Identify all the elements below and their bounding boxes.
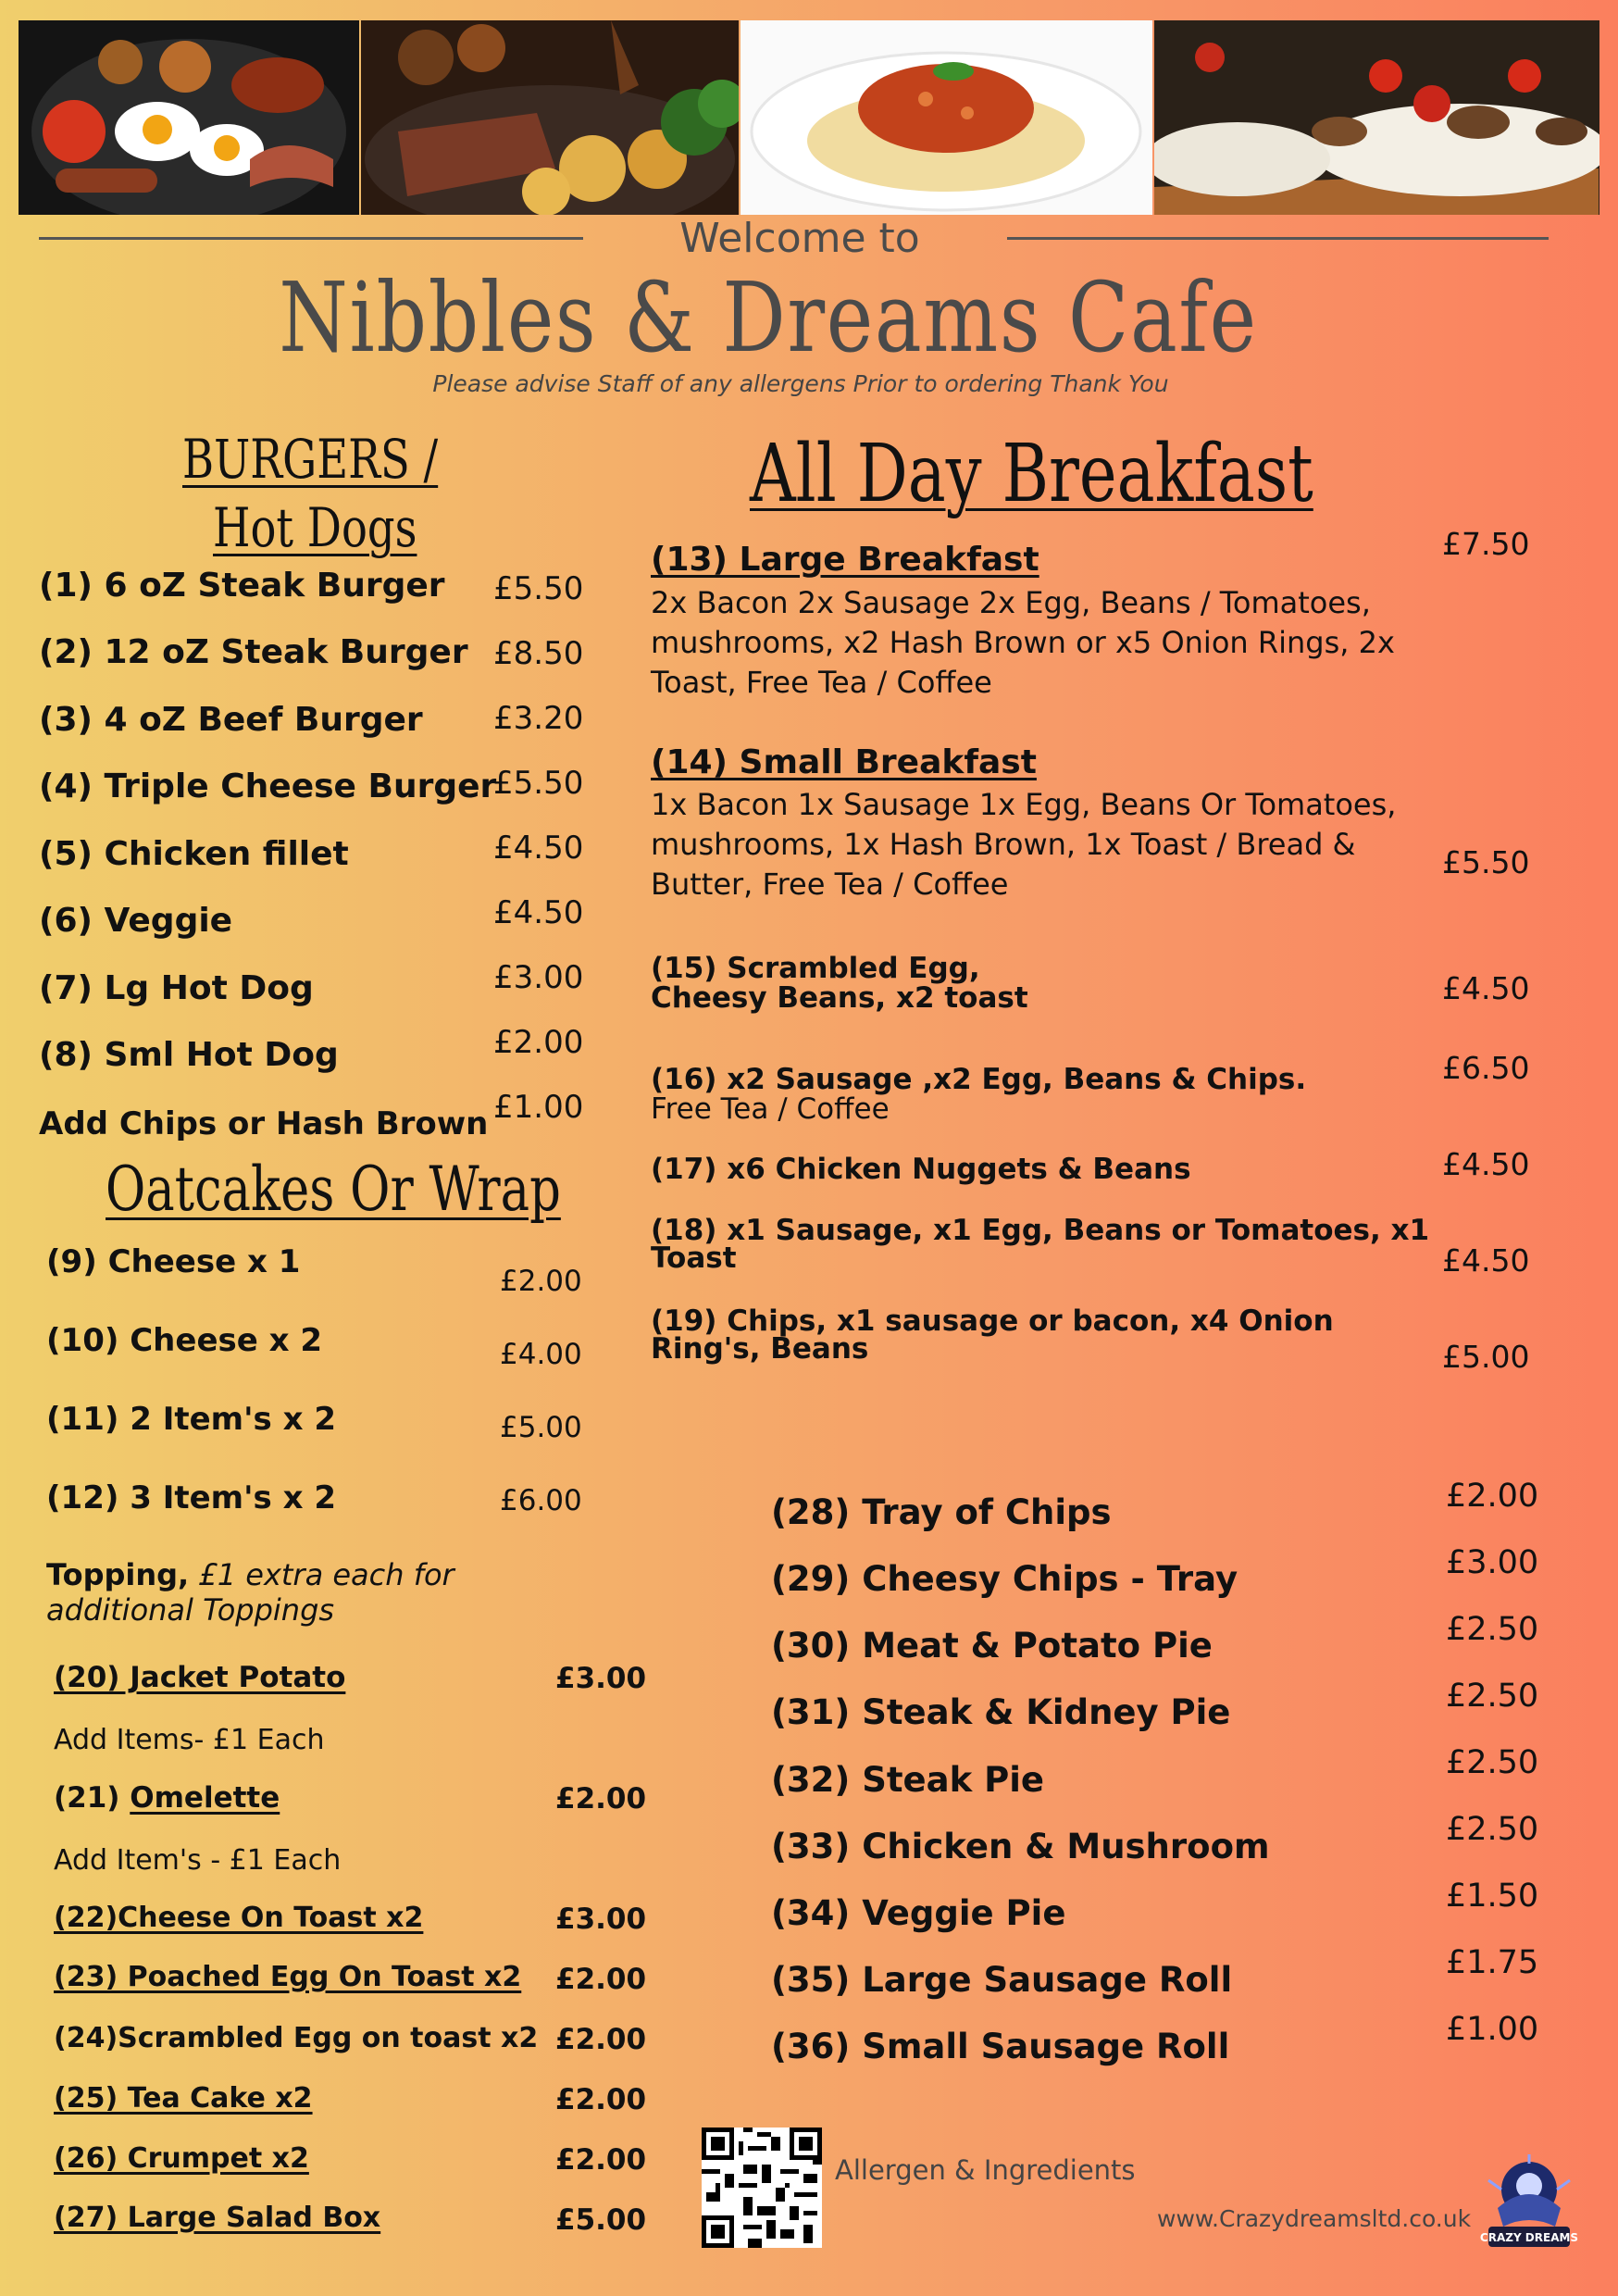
menu-item-name: (3) 4 oZ Beef Burger	[39, 701, 423, 739]
photo-spaghetti-bolognese	[741, 20, 1152, 215]
menu-item-name: (5) Chicken fillet	[39, 835, 349, 873]
menu-item-price: £4.50	[1442, 970, 1530, 1006]
burgers-heading-line2: Hot Dogs	[213, 496, 417, 559]
allergen-qr-code[interactable]	[702, 2128, 822, 2248]
menu-item-name: Add Chips or Hash Brown	[39, 1105, 489, 1142]
breakfast-item	[651, 1214, 1430, 1275]
menu-item-price: £2.00	[500, 1265, 582, 1298]
menu-item-price: £2.50	[1446, 1744, 1539, 1781]
menu-item-price: £8.50	[493, 635, 584, 672]
menu-item-name: (4) Triple Cheese Burger	[39, 767, 497, 805]
photo-full-breakfast	[19, 20, 359, 215]
small-breakfast-title: (14) Small Breakfast	[651, 743, 1037, 781]
menu-item-price: £4.00	[500, 1338, 582, 1371]
menu-item-price: £4.50	[1442, 1146, 1530, 1182]
topping-label: Topping,	[46, 1557, 190, 1592]
menu-item-name: (7) Lg Hot Dog	[39, 969, 314, 1007]
menu-item-price: £2.50	[1446, 1678, 1539, 1715]
topping-note	[46, 1557, 454, 1628]
menu-item-prefix: (21)	[54, 1781, 131, 1815]
oatcakes-heading: Oatcakes Or Wrap	[106, 1154, 561, 1225]
menu-item-price: £2.00	[493, 1024, 584, 1061]
menu-item-price: £5.00	[555, 2203, 647, 2237]
menu-item-price: £1.50	[1446, 1878, 1539, 1915]
breakfast-heading: All Day Breakfast	[750, 428, 1313, 520]
breakfast-item-line2: Free Tea / Coffee	[651, 1092, 890, 1126]
menu-item-name: (6) Veggie	[39, 902, 233, 940]
breakfast-item-line2: Cheesy Beans, x2 toast	[651, 981, 1028, 1015]
large-breakfast-desc: 2x Bacon 2x Sausage 2x Egg, Beans / Tomatoes, mushrooms, x2 Hash Brown or x5 Onion Rings, 2x Toast, Free Tea / Coffee	[651, 585, 1395, 700]
small-breakfast-desc: 1x Bacon 1x Sausage 1x Egg, Beans Or Tomatoes, mushrooms, 1x Hash Brown, 1x Toast / Bread & Butter, Free Tea / Coffee	[651, 787, 1397, 902]
menu-item-name: (2) 12 oZ Steak Burger	[39, 633, 468, 671]
breakfast-item-line2: Toast	[651, 1242, 737, 1275]
photo-bruschetta	[1154, 20, 1599, 215]
menu-item-name: (1) 6 oZ Steak Burger	[39, 567, 445, 605]
breakfast-item-line1: (15) Scrambled Egg,	[651, 952, 980, 985]
breakfast-item: (17) x6 Chicken Nuggets & Beans	[651, 1153, 1191, 1186]
menu-item-name: (28) Tray of Chips	[771, 1492, 1112, 1532]
large-breakfast-price: £7.50	[1442, 526, 1530, 562]
menu-item-name: (22)Cheese On Toast x2	[54, 1902, 424, 1934]
menu-item-price: £3.20	[493, 700, 584, 737]
menu-item-price: £4.50	[1442, 1242, 1530, 1279]
qr-caption: Allergen & Ingredients	[835, 2154, 1136, 2186]
menu-item-price: £5.50	[493, 765, 584, 802]
menu-item-price: £5.50	[493, 570, 584, 607]
menu-item-name: (36) Small Sausage Roll	[771, 2027, 1230, 2066]
menu-item-name: (8) Sml Hot Dog	[39, 1036, 339, 1074]
menu-item-price: £5.00	[1442, 1339, 1530, 1375]
topping-text-2: additional Toppings	[46, 1592, 335, 1628]
menu-item-name: (33) Chicken & Mushroom	[771, 1827, 1270, 1866]
breakfast-item	[651, 1065, 1306, 1124]
menu-item-name: (31) Steak & Kidney Pie	[771, 1692, 1231, 1732]
menu-item-price: £2.00	[555, 2143, 647, 2177]
photo-roast-dinner	[361, 20, 739, 215]
menu-item-name: (35) Large Sausage Roll	[771, 1960, 1233, 2000]
menu-item-price: £6.50	[1442, 1050, 1530, 1086]
breakfast-item	[651, 954, 1028, 1013]
menu-item-name: (12) 3 Item's x 2	[46, 1479, 337, 1516]
menu-item-name: (20) Jacket Potato	[54, 1661, 346, 1694]
menu-item-price: £2.00	[555, 1782, 647, 1816]
breakfast-item	[651, 1304, 1334, 1366]
menu-item-price: £3.00	[493, 959, 584, 996]
menu-item-price: £2.00	[555, 2083, 647, 2116]
breakfast-item-line1: (19) Chips, x1 sausage or bacon, x4 Onion	[651, 1304, 1334, 1338]
menu-item-price: £3.00	[555, 1903, 647, 1936]
menu-item-price: £2.00	[555, 2023, 647, 2056]
menu-item-label: Omelette	[130, 1781, 280, 1815]
menu-item-name: (23) Poached Egg On Toast x2	[54, 1961, 522, 1993]
menu-item-price: £2.00	[555, 1963, 647, 1996]
menu-item-name: (29) Cheesy Chips - Tray	[771, 1559, 1238, 1599]
crazy-dreams-logo	[1479, 2152, 1579, 2252]
menu-item-name: (32) Steak Pie	[771, 1760, 1044, 1800]
small-breakfast-price: £5.50	[1442, 844, 1530, 880]
menu-item-name: (34) Veggie Pie	[771, 1893, 1066, 1933]
menu-item-price: £4.50	[493, 830, 584, 867]
menu-item-price: £2.50	[1446, 1811, 1539, 1848]
website-link[interactable]: www.Crazydreamsltd.co.uk	[1157, 2205, 1472, 2232]
allergen-notice: Please advise Staff of any allergens Prior to ordering Thank You	[432, 370, 1169, 397]
menu-item-price: £5.00	[500, 1411, 582, 1444]
topping-text: £1 extra each for	[189, 1557, 454, 1592]
logo-text: CRAZY DREAMS	[1479, 2231, 1579, 2244]
menu-item-name	[54, 1781, 280, 1815]
breakfast-item-line1: (18) x1 Sausage, x1 Egg, Beans or Tomatoes, x1	[651, 1214, 1430, 1247]
menu-item-name: (25) Tea Cake x2	[54, 2082, 313, 2115]
breakfast-item-line2: Ring's, Beans	[651, 1332, 869, 1366]
cafe-title: Nibbles & Dreams Cafe	[279, 261, 1258, 374]
menu-item-name: (24)Scrambled Egg on toast x2	[54, 2022, 539, 2054]
menu-item-name: (10) Cheese x 2	[46, 1322, 323, 1359]
menu-item-price: £3.00	[1446, 1544, 1539, 1581]
burgers-heading-line1: BURGERS /	[182, 428, 439, 491]
menu-item-price: £1.75	[1446, 1944, 1539, 1981]
menu-note: Add Items- £1 Each	[54, 1724, 325, 1756]
breakfast-item-line1: (16) x2 Sausage ,x2 Egg, Beans & Chips.	[651, 1063, 1307, 1096]
menu-item-name: (11) 2 Item's x 2	[46, 1401, 337, 1438]
menu-item-name: (30) Meat & Potato Pie	[771, 1626, 1213, 1666]
menu-item-price: £1.00	[1446, 2011, 1539, 2048]
menu-item-price: £4.50	[493, 894, 584, 931]
menu-item-price: £3.00	[555, 1662, 647, 1695]
large-breakfast-title: (13) Large Breakfast	[651, 541, 1039, 579]
menu-item-price: £2.00	[1446, 1478, 1539, 1515]
welcome-text: Welcome to	[679, 215, 920, 262]
menu-item-name: (26) Crumpet x2	[54, 2142, 309, 2175]
menu-item-name: (27) Large Salad Box	[54, 2202, 381, 2234]
menu-note: Add Item's - £1 Each	[54, 1844, 342, 1877]
menu-item-price: £6.00	[500, 1484, 582, 1517]
menu-item-price: £2.50	[1446, 1611, 1539, 1648]
menu-item-price: £1.00	[493, 1089, 584, 1126]
menu-item-name: (9) Cheese x 1	[46, 1243, 301, 1280]
